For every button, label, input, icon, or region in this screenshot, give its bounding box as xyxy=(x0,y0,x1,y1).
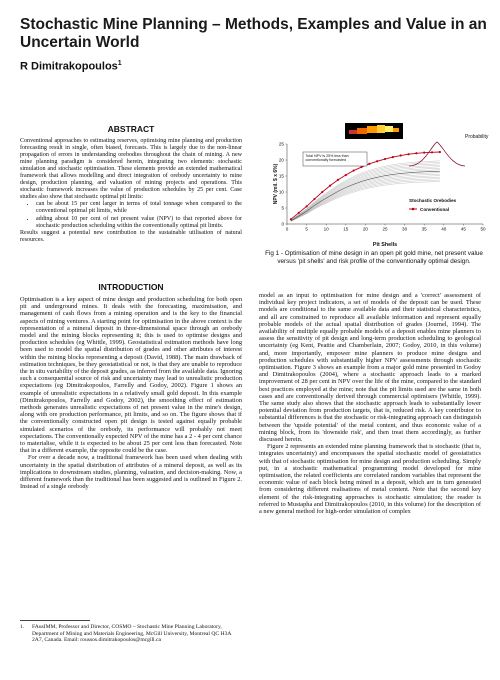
npv-chart xyxy=(259,120,489,250)
x-tick-label: 30 xyxy=(402,226,408,232)
abstract-bullet: • adding about 10 per cent of net present value (NPV) to that reported above for stochastic production scheduling within the conventionally optimal pit limits. xyxy=(36,216,242,230)
y-tick-label: 20 xyxy=(278,157,284,163)
probability-label: Probability xyxy=(465,134,489,140)
abstract-bullet: • can be about 15 per cent larger in terms of total tonnage when compared to the conventional optimal pit limits, while xyxy=(36,201,242,215)
x-tick-label: 15 xyxy=(343,226,349,232)
left-paragraph: For over a decade now, a traditional framework has been used when dealing with uncertainty in the spatial distribution of attributes of a mineral deposit, as well as its implications to downstream studies, planning, valuation, and decision-making. Now, a different framework than the traditional has been suggested and is outlined in Figure 2. Instead of a single orebody xyxy=(20,454,242,491)
paper-title: Stochastic Mine Planning – Methods, Examples and Value in an Uncertain World xyxy=(20,16,487,51)
x-tick-label: 45 xyxy=(460,226,466,232)
inset-cell xyxy=(357,128,367,134)
conventional-point xyxy=(384,158,386,160)
inset-cell xyxy=(349,130,357,134)
conventional-point xyxy=(353,169,355,171)
conventional-point xyxy=(407,153,409,155)
conventional-point xyxy=(400,154,402,156)
x-axis-label: Pit Shells xyxy=(372,242,398,248)
stochastic-realisation-line xyxy=(291,171,440,221)
orebody-inset xyxy=(345,123,403,139)
footnote-text: FAusIMM, Professor and Director, COSMO – Stochastic Mine Planning Laboratory, Department of Mining and Materials Engineering, McGill University, Montreal QC H3A 2A7, Canada. Email: roussos.dimitrakopoulos@mcgill.ca xyxy=(32,624,232,644)
abstract-paragraph: Conventional approaches to estimating reserves, optimising mine planning and production forecasting result in single, often biased, forecasts. This is largely due to the non-linear propagation of errors in understanding orebodies throughout the chain of mining. A new mine planning paradigm is considered herein, integrating two elements: stochastic simulation and stochastic optimisation. These elements provide an extended mathematical framework that allows modelling and direct integration of orebody uncertainty to mine design, production planning, and valuation of mining projects and operations. This stochastic framework increases the value of production schedules by 25 per cent. Case studies also show that stochastic optimal pit limits: xyxy=(20,138,242,201)
conventional-point xyxy=(290,218,292,220)
x-tick-label: 10 xyxy=(323,226,329,232)
legend-conventional-marker xyxy=(412,208,415,211)
inset-cell xyxy=(367,126,377,133)
x-tick-label: 35 xyxy=(421,226,427,232)
stochastic-realisation-line xyxy=(291,162,440,220)
abstract-heading: ABSTRACT xyxy=(107,124,155,134)
author xyxy=(20,60,122,73)
legend-stochastic: Stochastic Orebodies xyxy=(409,198,457,203)
legend-conventional: Conventional xyxy=(420,207,450,212)
right-paragraph: Figure 2 represents an extended mine planning framework that is stochastic (that is, integrates uncertainty) and encompasses the spatial stochastic model of geostatistics with that of stochastic optimisation for mine design and production scheduling. Simply put, in a stochastic mathematical programming model developed for mine optimisation, the related coefficients are correlated random variables that represent the economic value of each block being mined in a deposit, which are in turn generated from considering different realisations of metal content. Note that the second key element of the risk-integrating approaches is stochastic simulation; the reader is referred to Mustapha and Dimitrakopoulos (2010, in this volume) for the description of a new general method for high-order simulation of complex xyxy=(259,443,481,516)
right-column xyxy=(259,292,481,515)
stochastic-realisation-line xyxy=(291,168,440,220)
conventional-point xyxy=(313,198,315,200)
conventional-point xyxy=(415,152,417,154)
stochastic-realisation-line xyxy=(291,161,440,220)
author-name: R Dimitrakopoulos xyxy=(20,60,118,73)
chart-annotation-group xyxy=(303,152,367,166)
footnote xyxy=(20,624,242,644)
footnote-rule xyxy=(20,620,90,621)
conventional-point xyxy=(360,166,362,168)
conventional-point xyxy=(306,205,308,207)
stochastic-series-line xyxy=(291,171,440,221)
y-axis-label: NPV (mil. $ x 6%) xyxy=(273,163,279,205)
figure-caption-label: Fig 1 xyxy=(265,250,280,257)
annotation-holder xyxy=(304,152,366,166)
conventional-point xyxy=(345,174,347,176)
stochastic-realisation-line xyxy=(291,170,440,221)
figure-caption-text: - Optimisation of mine design in an open pit gold mine, net present value versus 'pit shells' and risk profile of the conventionally optimal design. xyxy=(277,250,483,265)
y-tick-label: 5 xyxy=(281,205,284,211)
y-tick-label: 10 xyxy=(278,189,284,195)
stochastic-realisation-line xyxy=(291,167,440,221)
inset-cell xyxy=(393,128,399,132)
inset-cell xyxy=(377,125,385,133)
left-paragraph: Optimisation is a key aspect of mine design and production scheduling for both open pit and underground mines. It deals with the forecasting, maximisation, and management of cash flows from a mining operation and is the key to the financial aspects of mining ventures. A starting point for optimisation in the above context is the representation of a mineral deposit in three-dimensional space through an orebody model and the mining blocks representing it; this is used to optimise designs and production schedules (eg Whittle, 1999). Geostatistical estimation methods have long been used to model the spatial distribution of grades and other attributes of interest within the mining blocks representing a deposit (David, 1988). The main drawback of estimation techniques, be they geostatistical or not, is that they are unable to reproduce the in situ variability of the deposit grades, as inferred from the available data. Ignoring such a consequential source of risk and uncertainty may lead to unrealistic production expectations (eg Dimitrakopoulos, Farrelly and Godoy, 2002). Figure 1 shows an example of unrealistic expectations in a relatively small gold deposit. In this example (Dimitrakopoulos, Farrelly and Godoy, 2002), the smoothing effect of estimation methods generates unrealistic expectations of net present value in the mine's design, along with ore production performance, pit limits, and so on. The figure shows that if the conventionally constructed open pit design is tested against equally probable simulated scenarios of the orebody, its performance will probably not meet expectations. The conventionally expected NPV of the mine has a 2 - 4 per cent chance to materialise, while it is expected to be about 25 per cent less than forecasted. Note that in a different example, the opposite could be the case. xyxy=(20,296,242,455)
conventional-point xyxy=(392,156,394,158)
conventional-point xyxy=(368,163,370,165)
abstract-body xyxy=(20,138,242,244)
x-tick-label: 20 xyxy=(362,226,368,232)
x-tick-label: 25 xyxy=(382,226,388,232)
y-tick-label: 15 xyxy=(278,173,284,179)
conventional-point xyxy=(423,152,425,154)
abstract-bullet-list xyxy=(20,201,242,229)
x-tick-label: 0 xyxy=(285,226,289,232)
right-paragraph: model as an input to optimisation for mine design and a 'correct' assessment of individual key project indicators, a set of models of the deposit can be used. These models are conditional to the same available data and their statistical characteristics, and all are constrained to reproduce all available information and represent equally probable models of the actual spatial distribution of grades (Journel, 1994). The availability of multiple equally probable models of a deposit enables mine planners to assess the sensitivity of pit design and long-term production scheduling to geological uncertainty (eg Kent, Peattie and Chamberlain, 2007; Godoy, 2010, in this volume) and, more importantly, empower mine planners to produce mine designs and production schedules with substantially higher NPV assessments through stochastic optimisation. Figure 3 shows an example from a major gold mine presented in Godoy and Dimitrakopoulos (2004), where a stochastic approach leads to a marked improvement of 28 per cent in NPV over the life of the mine, compared to the standard best practices employed at the mine; note that the pit limits used are the same in both cases and are conventionally derived through commercial optimisers (Whittle, 1999). The same study also shows that the stochastic approach leads to substantially lower potential deviation from production targets, that is, reduced risk. A key contributor to substantial differences is that the stochastic or risk-integrating approach can distinguish between the 'upside potential' of the metal content, and thus economic value of a mining block, from its 'downside risk', and then treat them accordingly, as further discussed herein. xyxy=(259,292,481,444)
conventional-point xyxy=(298,212,300,214)
author-footnote-marker: 1 xyxy=(117,60,122,67)
conventional-point xyxy=(329,185,331,187)
left-column xyxy=(20,296,242,490)
x-tick-label: 40 xyxy=(441,226,447,232)
abstract-paragraph: Results suggest a potential new contribution to the sustainable utilisation of natural resources. xyxy=(20,229,242,243)
chart-annotation: Total NPV is 25% less than conventionally forecasted xyxy=(305,153,349,162)
conventional-point xyxy=(439,151,441,153)
introduction-heading: INTRODUCTION xyxy=(98,282,164,292)
y-tick-label: 25 xyxy=(278,141,284,147)
x-tick-label: 50 xyxy=(480,226,486,232)
conventional-point xyxy=(337,179,339,181)
conventional-point xyxy=(376,160,378,162)
inset-cell xyxy=(385,126,393,132)
figure-caption xyxy=(259,250,489,265)
x-tick-label: 5 xyxy=(305,226,308,232)
conventional-point xyxy=(321,191,323,193)
y-tick-label: 0 xyxy=(281,221,284,227)
stochastic-realisation-line xyxy=(291,173,440,221)
footnote-number: 1. xyxy=(20,624,25,630)
conventional-point xyxy=(431,151,433,153)
